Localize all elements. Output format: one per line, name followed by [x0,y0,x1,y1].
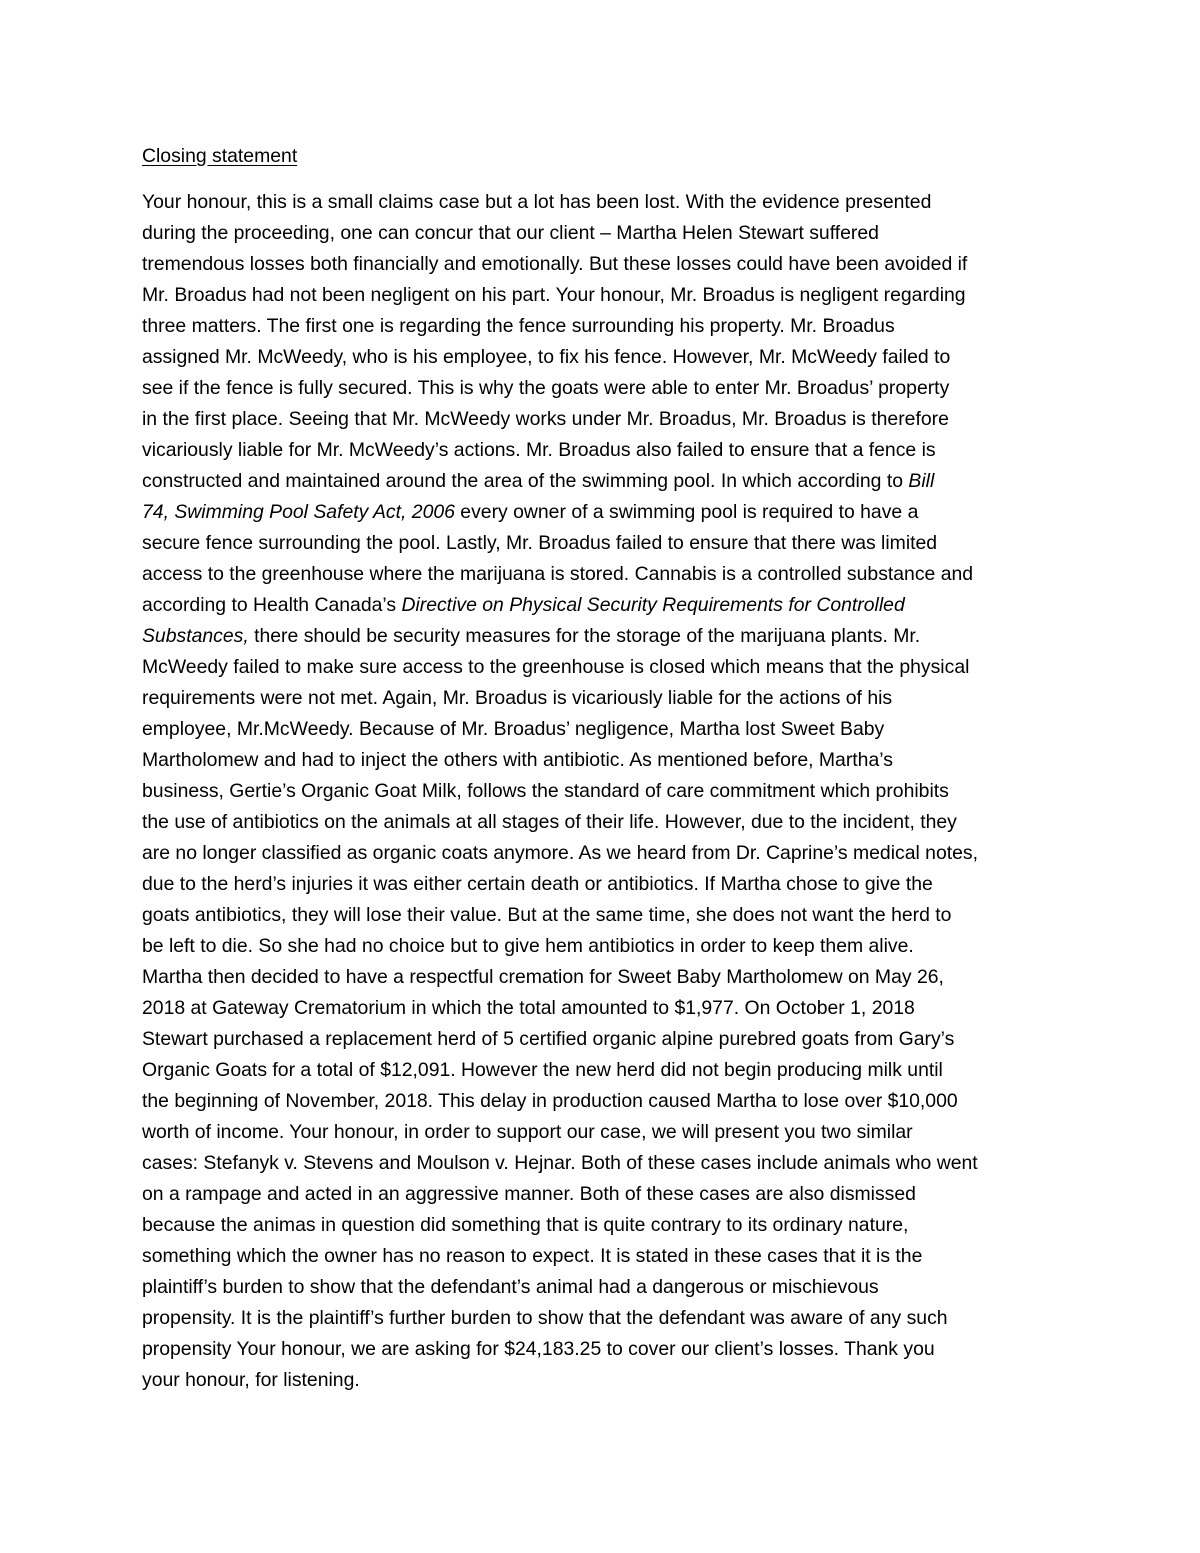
paragraph-line [142,373,1072,404]
line-text: McWeedy failed to make sure access to the greenhouse is closed which means that the physical [142,656,970,678]
paragraph-line [142,435,1072,466]
paragraph-line [142,1241,1072,1272]
line-text: goats antibiotics, they will lose their value. But at the same time, she does not want the herd to [142,904,952,926]
line-text: tremendous losses both financially and emotionally. But these losses could have been avoided if [142,253,968,275]
document-heading: Closing statement [142,145,298,167]
paragraph-line [142,683,1072,714]
paragraph-line [142,652,1072,683]
line-text: because the animas in question did something that is quite contrary to its ordinary nature, [142,1214,909,1236]
line-text: during the proceeding, one can concur that our client – Martha Helen Stewart suffered [142,222,879,244]
line-text: every owner of a swimming pool is required to have a [454,501,919,523]
italic-citation: Directive on Physical Security Requirements for Controlled [401,594,905,616]
paragraph-line [142,590,1072,621]
italic-citation: Bill [908,470,935,492]
line-text: propensity Your honour, we are asking for $24,183.25 to cover our client’s losses. Thank you [142,1338,935,1360]
line-text: Mr. Broadus had not been negligent on his part. Your honour, Mr. Broadus is negligent regarding [142,284,966,306]
paragraph-line [142,962,1072,993]
paragraph-line [142,931,1072,962]
paragraph-line [142,187,1072,218]
paragraph-line [142,559,1072,590]
paragraph-line [142,838,1072,869]
line-text: on a rampage and acted in an aggressive manner. Both of these cases are also dismissed [142,1183,916,1205]
line-text: three matters. The first one is regarding the fence surrounding his property. Mr. Broadus [142,315,895,337]
line-text: vicariously liable for Mr. McWeedy’s actions. Mr. Broadus also failed to ensure that a fence is [142,439,936,461]
paragraph-line [142,404,1072,435]
paragraph-line [142,1055,1072,1086]
paragraph-line [142,776,1072,807]
line-text: something which the owner has no reason to expect. It is stated in these cases that it is the [142,1245,923,1267]
line-text: business, Gertie’s Organic Goat Milk, follows the standard of care commitment which prohibits [142,780,949,802]
line-text: the beginning of November, 2018. This delay in production caused Martha to lose over $10,000 [142,1090,958,1112]
line-text: constructed and maintained around the area of the swimming pool. In which according to [142,470,909,492]
line-text: your honour, for listening. [142,1369,360,1391]
paragraph-line [142,280,1072,311]
paragraph-line [142,1024,1072,1055]
italic-citation: 74, Swimming Pool Safety Act, 2006 [142,501,455,523]
line-text: in the first place. Seeing that Mr. McWeedy works under Mr. Broadus, Mr. Broadus is therefore [142,408,949,430]
line-text: assigned Mr. McWeedy, who is his employee, to fix his fence. However, Mr. McWeedy failed to [142,346,951,368]
paragraph-line [142,1086,1072,1117]
document-content [142,141,1072,1396]
paragraph-line [142,1272,1072,1303]
paragraph-line [142,528,1072,559]
paragraph-line [142,1210,1072,1241]
paragraph-line [142,1179,1072,1210]
line-text: secure fence surrounding the pool. Lastly, Mr. Broadus failed to ensure that there was limited [142,532,938,554]
paragraph-line [142,497,1072,528]
line-text: see if the fence is fully secured. This is why the goats were able to enter Mr. Broadus’ property [142,377,950,399]
line-text: Martha then decided to have a respectful cremation for Sweet Baby Martholomew on May 26, [142,966,944,988]
paragraph-line [142,900,1072,931]
paragraph-line [142,466,1072,497]
paragraph-line [142,869,1072,900]
paragraph-line [142,1148,1072,1179]
paragraph-line [142,807,1072,838]
line-text: due to the herd’s injuries it was either certain death or antibiotics. If Martha chose to give the [142,873,933,895]
line-text: Organic Goats for a total of $12,091. However the new herd did not begin producing milk until [142,1059,943,1081]
line-text: are no longer classified as organic coats anymore. As we heard from Dr. Caprine’s medical notes, [142,842,979,864]
paragraph-line [142,1117,1072,1148]
line-text: be left to die. So she had no choice but to give hem antibiotics in order to keep them alive. [142,935,914,957]
paragraph-line [142,249,1072,280]
line-text: plaintiff’s burden to show that the defendant’s animal had a dangerous or mischievous [142,1276,879,1298]
paragraph-line [142,218,1072,249]
paragraph-line [142,1365,1072,1396]
paragraph-line [142,311,1072,342]
closing-statement-paragraph [142,187,1072,1396]
italic-citation: Substances, [142,625,249,647]
line-text: employee, Mr.McWeedy. Because of Mr. Broadus’ negligence, Martha lost Sweet Baby [142,718,885,740]
paragraph-line [142,1303,1072,1334]
line-text: requirements were not met. Again, Mr. Broadus is vicariously liable for the actions of his [142,687,893,709]
line-text: cases: Stefanyk v. Stevens and Moulson v. Hejnar. Both of these cases include animals who went [142,1152,978,1174]
line-text: propensity. It is the plaintiff’s further burden to show that the defendant was aware of any such [142,1307,948,1329]
line-text: Stewart purchased a replacement herd of 5 certified organic alpine purebred goats from Gary’s [142,1028,955,1050]
line-text: there should be security measures for the storage of the marijuana plants. Mr. [248,625,921,647]
line-text: Your honour, this is a small claims case but a lot has been lost. With the evidence presented [142,191,932,213]
line-text: access to the greenhouse where the marijuana is stored. Cannabis is a controlled substance and [142,563,974,585]
paragraph-line [142,342,1072,373]
line-text: Martholomew and had to inject the others with antibiotic. As mentioned before, Martha’s [142,749,893,771]
paragraph-line [142,1334,1072,1365]
paragraph-line [142,993,1072,1024]
line-text: 2018 at Gateway Crematorium in which the total amounted to $1,977. On October 1, 2018 [142,997,915,1019]
line-text: worth of income. Your honour, in order to support our case, we will present you two similar [142,1121,913,1143]
paragraph-line [142,714,1072,745]
line-text: according to Health Canada’s [142,594,402,616]
line-text: the use of antibiotics on the animals at all stages of their life. However, due to the incident, they [142,811,957,833]
paragraph-line [142,745,1072,776]
paragraph-line [142,621,1072,652]
